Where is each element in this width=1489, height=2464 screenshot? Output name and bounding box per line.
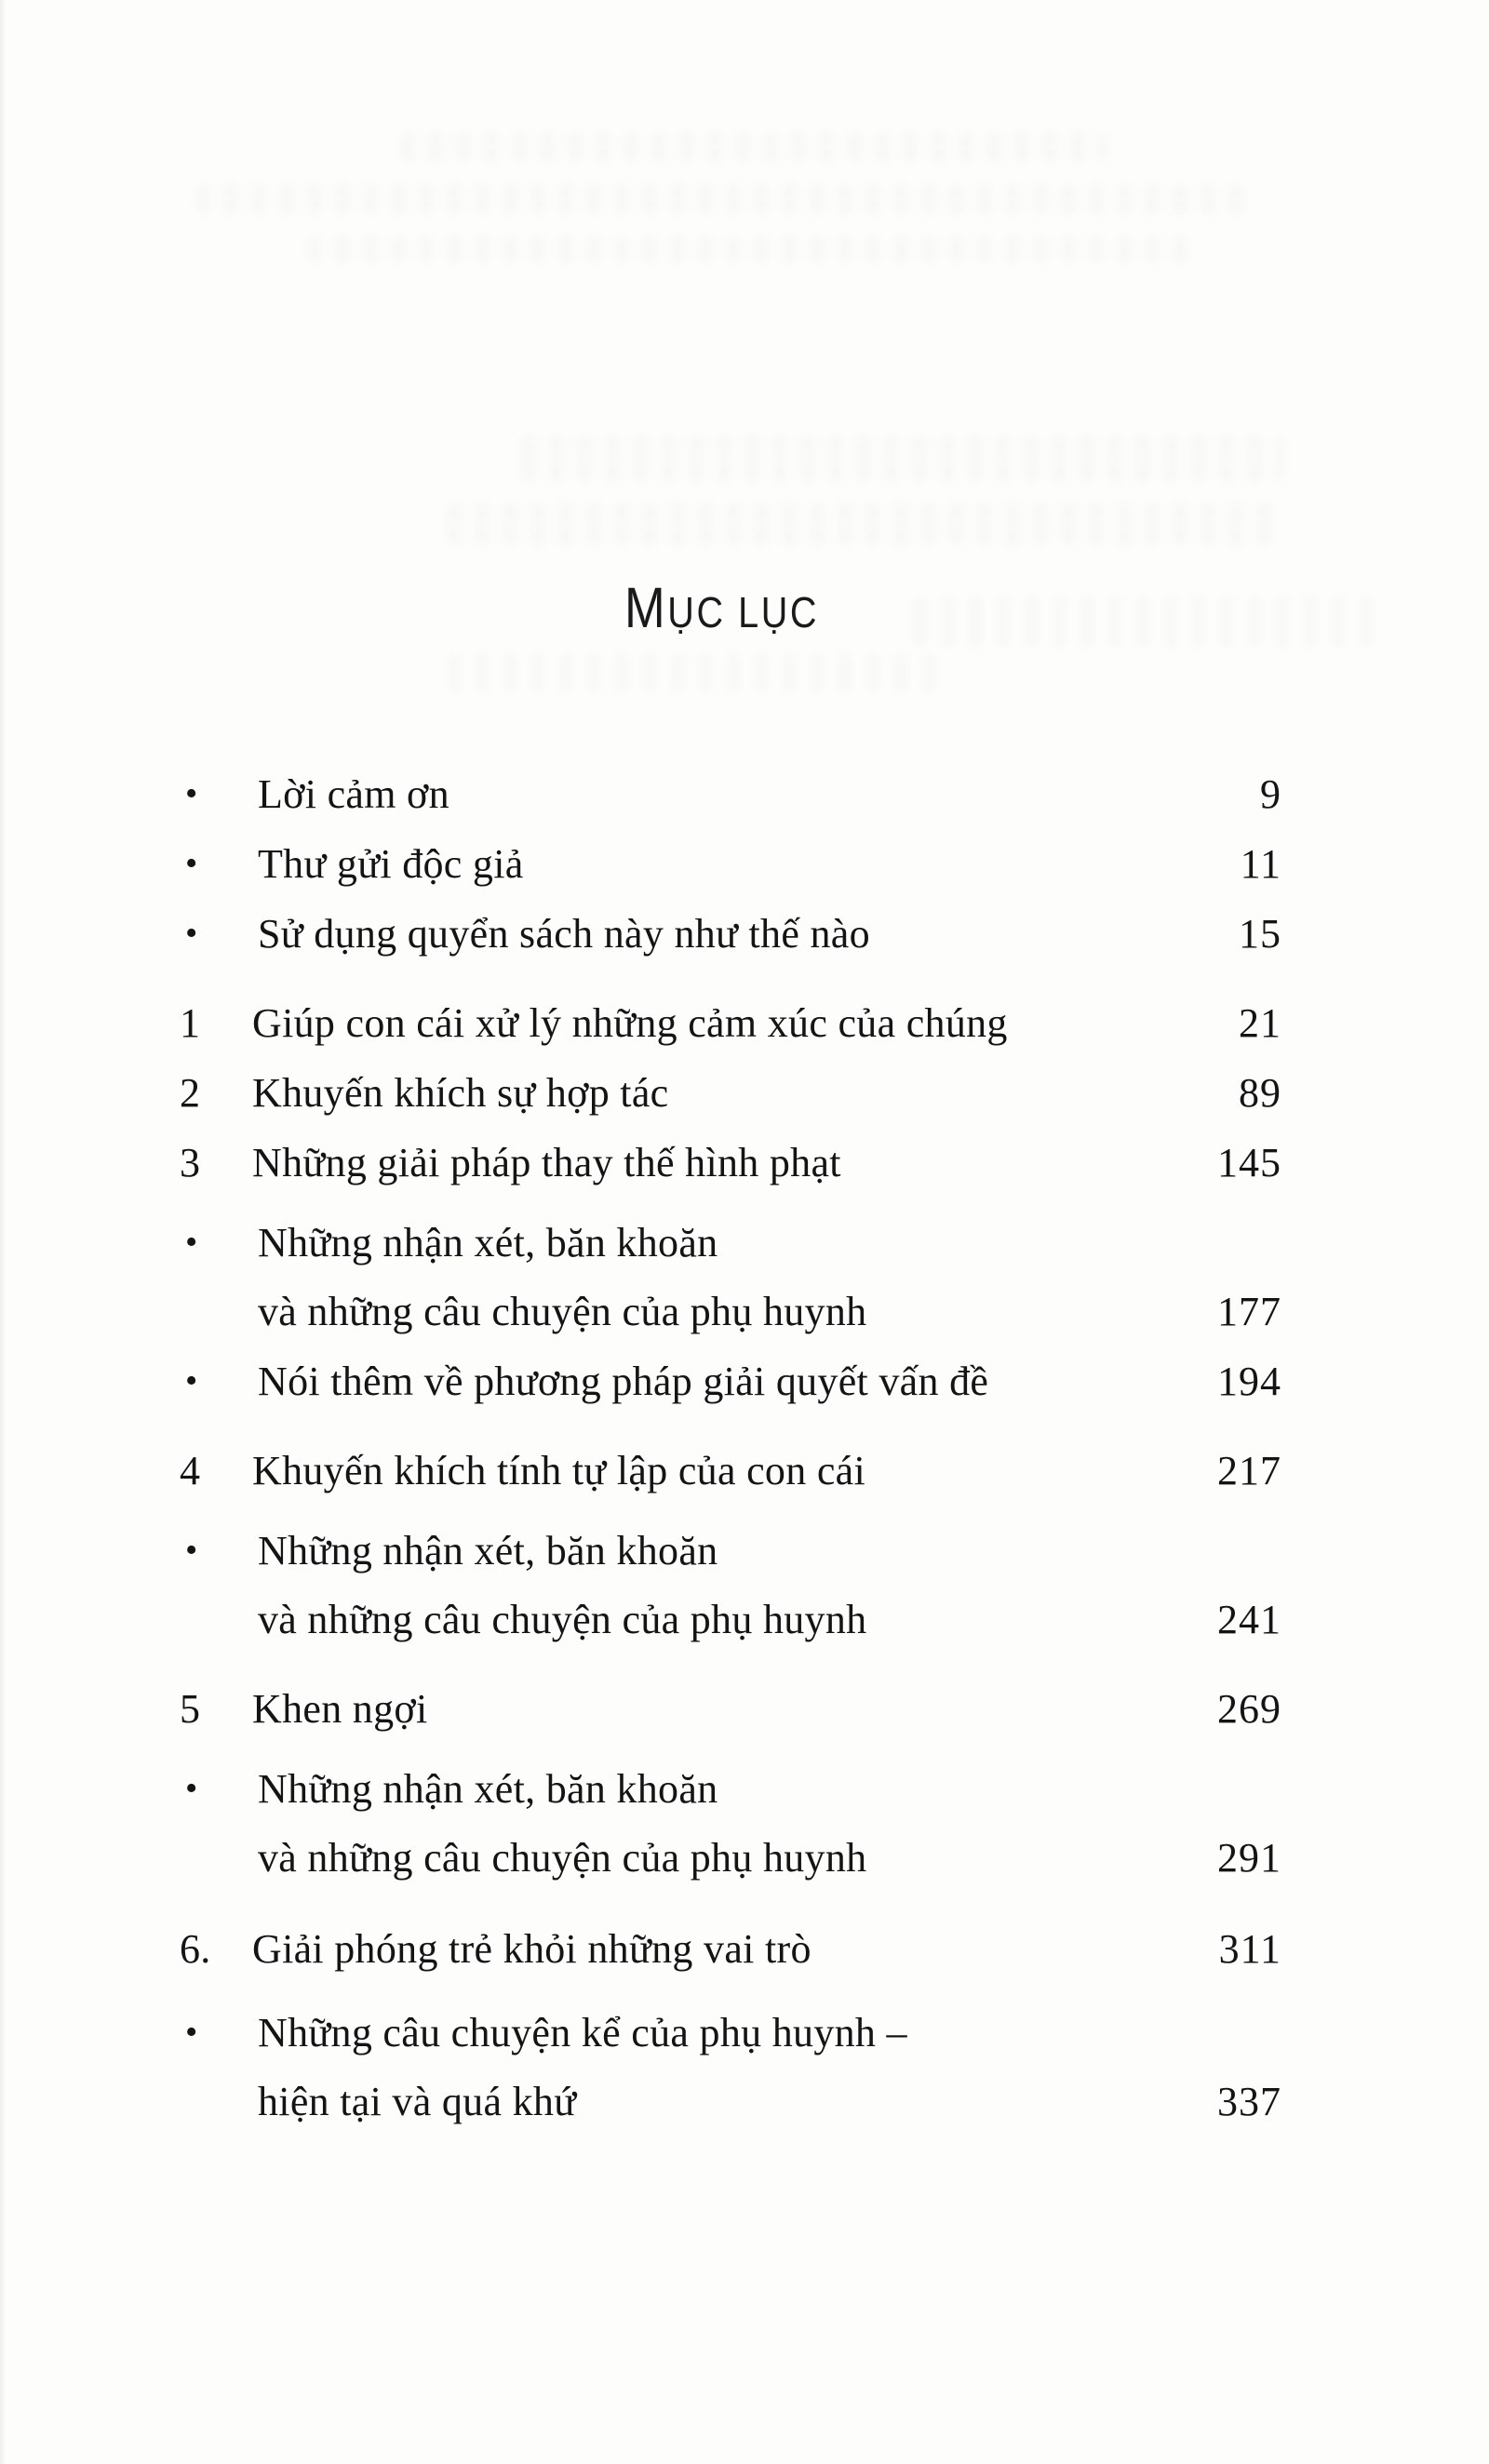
toc-entry — [180, 1346, 1281, 1415]
toc-entry-label: Khuyến khích sự hợp tác — [252, 1069, 669, 1116]
toc-entry — [180, 899, 1281, 968]
toc-entry-label: Khen ngợi — [252, 1685, 428, 1732]
scan-edge-shadow — [0, 0, 7, 2464]
toc-entry-page-number: 311 — [1218, 1925, 1281, 1972]
toc-entry-label: Giải phóng trẻ khỏi những vai trò — [252, 1925, 812, 1972]
toc-list — [180, 759, 1281, 2136]
toc-entry-page-number: 9 — [1260, 770, 1281, 817]
toc-entry-marker: 1 — [180, 999, 201, 1046]
toc-entry-page-number: 15 — [1239, 910, 1281, 957]
toc-entry — [180, 1674, 1281, 1743]
toc-entry-page-number: 241 — [1217, 1596, 1281, 1642]
toc-entry-page-number: 21 — [1239, 999, 1281, 1046]
bleed-through-artifact — [521, 435, 1284, 482]
bleed-through-artifact — [307, 236, 1201, 262]
toc-entry-page-number: 145 — [1217, 1139, 1281, 1185]
toc-entry-label: Nói thêm về phương pháp giải quyết vấn đề — [258, 1358, 989, 1404]
toc-entry-page-number: 291 — [1217, 1834, 1281, 1881]
toc-entry-marker: • — [185, 844, 198, 883]
toc-entry-label: Những nhận xét, băn khoăn — [258, 1219, 718, 1265]
toc-entry — [180, 1128, 1281, 1197]
toc-entry-label: Sử dụng quyển sách này như thế nào — [258, 910, 870, 957]
toc-entry — [180, 1516, 1281, 1654]
toc-entry-marker: • — [185, 1223, 198, 1262]
toc-entry — [180, 1998, 1281, 2136]
bleed-through-artifact — [447, 502, 1284, 545]
toc-entry — [180, 829, 1281, 898]
toc-entry-label: và những câu chuyện của phụ huynh — [258, 1288, 867, 1334]
toc-entry-marker: 5 — [180, 1685, 201, 1732]
toc-entry — [180, 1208, 1281, 1346]
toc-entry-label: và những câu chuyện của phụ huynh — [258, 1596, 867, 1642]
toc-entry-label: Khuyến khích tính tự lập của con cái — [252, 1447, 866, 1493]
page-title — [0, 575, 1444, 645]
toc-entry-label: và những câu chuyện của phụ huynh — [258, 1834, 867, 1881]
bleed-through-artifact — [195, 184, 1247, 214]
toc-entry-page-number: 217 — [1217, 1447, 1281, 1493]
toc-entry — [180, 1914, 1281, 1983]
toc-entry-label: Những nhận xét, băn khoăn — [258, 1527, 718, 1573]
toc-entry-page-number: 337 — [1217, 2078, 1281, 2124]
toc-entry-marker: 2 — [180, 1069, 201, 1116]
toc-entry-marker: 3 — [180, 1139, 201, 1185]
toc-entry — [180, 1754, 1281, 1892]
toc-entry-page-number: 89 — [1239, 1069, 1281, 1116]
toc-entry-label: Những câu chuyện kể của phụ huynh – — [258, 2009, 907, 2056]
page-title-rest: ỤC LỤC — [667, 588, 820, 636]
toc-entry-label: Thư gửi độc giả — [258, 840, 524, 887]
toc-entry-marker: • — [185, 2013, 198, 2052]
toc-entry-page-number: 194 — [1217, 1358, 1281, 1404]
toc-entry-marker: 4 — [180, 1447, 201, 1493]
toc-entry — [180, 988, 1281, 1057]
toc-entry-marker: • — [185, 1361, 198, 1400]
toc-entry — [180, 1436, 1281, 1505]
bleed-through-artifact — [400, 132, 1107, 162]
toc-entry — [180, 759, 1281, 828]
toc-entry-label: Những nhận xét, băn khoăn — [258, 1765, 718, 1812]
page-title-initial: M — [624, 576, 668, 639]
toc-entry-label: hiện tại và quá khứ — [258, 2078, 577, 2124]
bleed-through-artifact — [447, 653, 949, 692]
toc-entry-page-number: 269 — [1217, 1685, 1281, 1732]
toc-entry-marker: • — [185, 914, 198, 953]
toc-entry-page-number: 177 — [1217, 1288, 1281, 1334]
toc-entry-marker: • — [185, 1531, 198, 1570]
toc-entry-label: Giúp con cái xử lý những cảm xúc của chúng — [252, 999, 1008, 1046]
toc-entry-label: Lời cảm ơn — [258, 770, 449, 817]
toc-entry-page-number: 11 — [1240, 840, 1281, 887]
toc-entry-marker: • — [185, 774, 198, 813]
toc-entry — [180, 1058, 1281, 1127]
toc-entry-marker: • — [185, 1769, 198, 1808]
toc-entry-label: Những giải pháp thay thế hình phạt — [252, 1139, 841, 1185]
toc-entry-marker: 6. — [180, 1925, 211, 1972]
